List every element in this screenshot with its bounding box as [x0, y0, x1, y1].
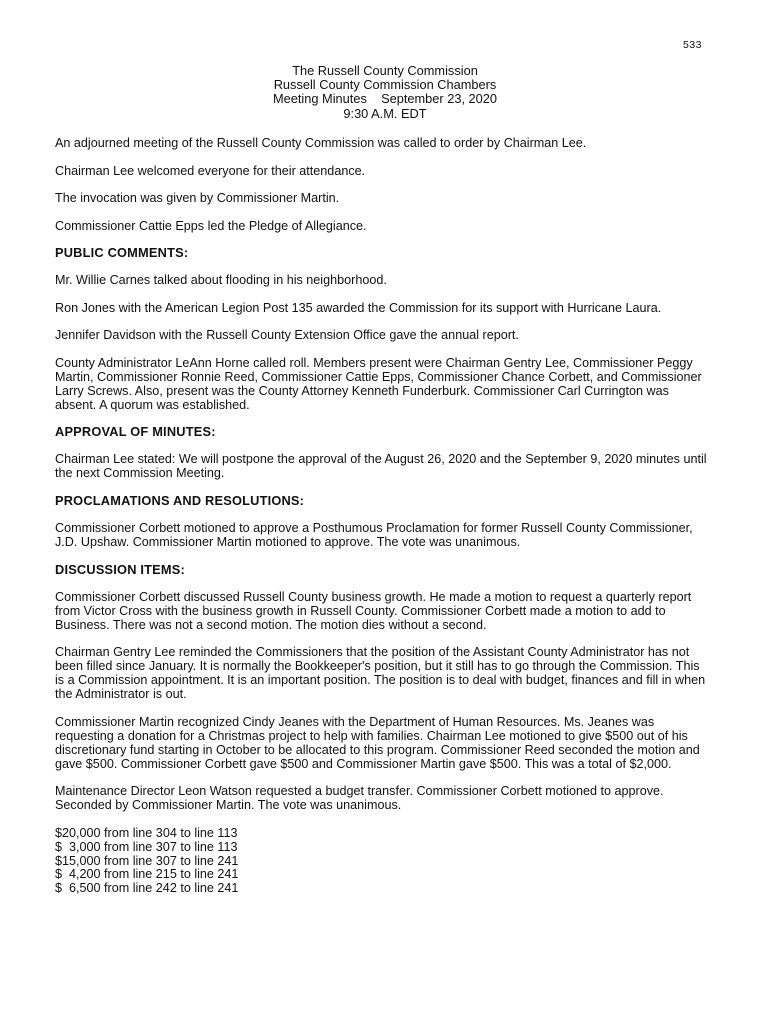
paragraph-budget-transfer: Maintenance Director Leon Watson requested a budget transfer. Commissioner Corbett motioned to approve. Seconded by Commissioner Martin. The vote was unanimous. — [55, 784, 664, 813]
header-commission-name: The Russell County Commission — [292, 63, 478, 78]
heading-approval-of-minutes: APPROVAL OF MINUTES: — [55, 424, 216, 440]
paragraph-public-comment: Jennifer Davidson with the Russell County Extension Office gave the annual report. — [55, 328, 519, 343]
paragraph-approval-of-minutes: Chairman Lee stated: We will postpone the approval of the August 26, 2020 and the September 9, 2020 minutes until the next Commission Meeting. — [55, 452, 707, 481]
budget-transfer-list — [55, 826, 710, 895]
list-item: $20,000 from line 304 to line 113 — [55, 825, 238, 840]
header-meeting-date: Meeting Minutes September 23, 2020 — [272, 91, 498, 107]
minutes-body — [55, 136, 710, 895]
paragraph-discussion: Commissioner Corbett discussed Russell County business growth. He made a motion to request a quarterly report from Victor Cross with the business growth in Russell County. Commissioner Corbett made a motion to add to Business. There was not a second motion. The motion dies without a second. — [55, 589, 692, 632]
paragraph-roll-call: County Administrator LeAnn Horne called roll. Members present were Chairman Gentry Lee, Commissioner Peggy Martin, Commissioner Ronnie Reed, Commissioner Cattie Epps, Commissioner Chance Corbett, and Commissioner Larry Screws. Also, present was the County Attorney Kenneth Funderburk. Commissioner Carl Currington was absent. A quorum was established. — [55, 355, 702, 412]
list-item: $ 3,000 from line 307 to line 113 — [55, 839, 238, 854]
header-location: Russell County Commission Chambers — [273, 77, 497, 93]
list-item: $ 6,500 from line 242 to line 241 — [55, 881, 239, 896]
document-header — [0, 64, 770, 121]
heading-public-comments: PUBLIC COMMENTS: — [55, 245, 189, 260]
paragraph-discussion: Chairman Gentry Lee reminded the Commissioners that the position of the Assistant County Administrator has not been filled since January. It is normally the Bookkeeper's position, but it still has to go through the Commission. This is a Commission appointment. It is an important position. The position is to deal with budget, finances and fill in when the Administrator is out. — [55, 645, 706, 702]
paragraph-proclamation: Commissioner Corbett motioned to approve a Posthumous Proclamation for former Russell County Commissioner, J.D. Upshaw. Commissioner Martin motioned to approve. The vote was unanimous. — [55, 521, 693, 550]
paragraph-invocation: The invocation was given by Commissioner Martin. — [55, 191, 340, 205]
list-item: $ 4,200 from line 215 to line 241 — [55, 867, 239, 882]
paragraph-discussion: Commissioner Martin recognized Cindy Jeanes with the Department of Human Resources. Ms. Jeanes was requesting a donation for a Christmas project to help with families. Chairman Lee motioned to give $500 out of his discretionary fund starting in October to be allocated to this program. Commissioner Reed seconded the motion and gave $500. Commissioner Corbett gave $500 and Commissioner Martin gave $500. This was a total of $2,000. — [55, 714, 700, 771]
page-number: 533 — [682, 39, 702, 51]
paragraph-welcome: Chairman Lee welcomed everyone for their attendance. — [55, 163, 366, 178]
heading-proclamations: PROCLAMATIONS AND RESOLUTIONS: — [55, 492, 305, 508]
heading-discussion-items: DISCUSSION ITEMS: — [55, 561, 185, 577]
paragraph-pledge: Commissioner Cattie Epps led the Pledge of Allegiance. — [55, 218, 367, 233]
list-item: $15,000 from line 307 to line 241 — [55, 853, 239, 868]
header-meeting-time: 9:30 A.M. EDT — [343, 105, 427, 121]
paragraph-public-comment: Ron Jones with the American Legion Post 135 awarded the Commission for its support with Hurricane Laura. — [55, 300, 662, 315]
paragraph-public-comment: Mr. Willie Carnes talked about flooding in his neighborhood. — [55, 273, 387, 288]
paragraph-call-to-order: An adjourned meeting of the Russell County Commission was called to order by Chairman Lee. — [55, 136, 587, 150]
